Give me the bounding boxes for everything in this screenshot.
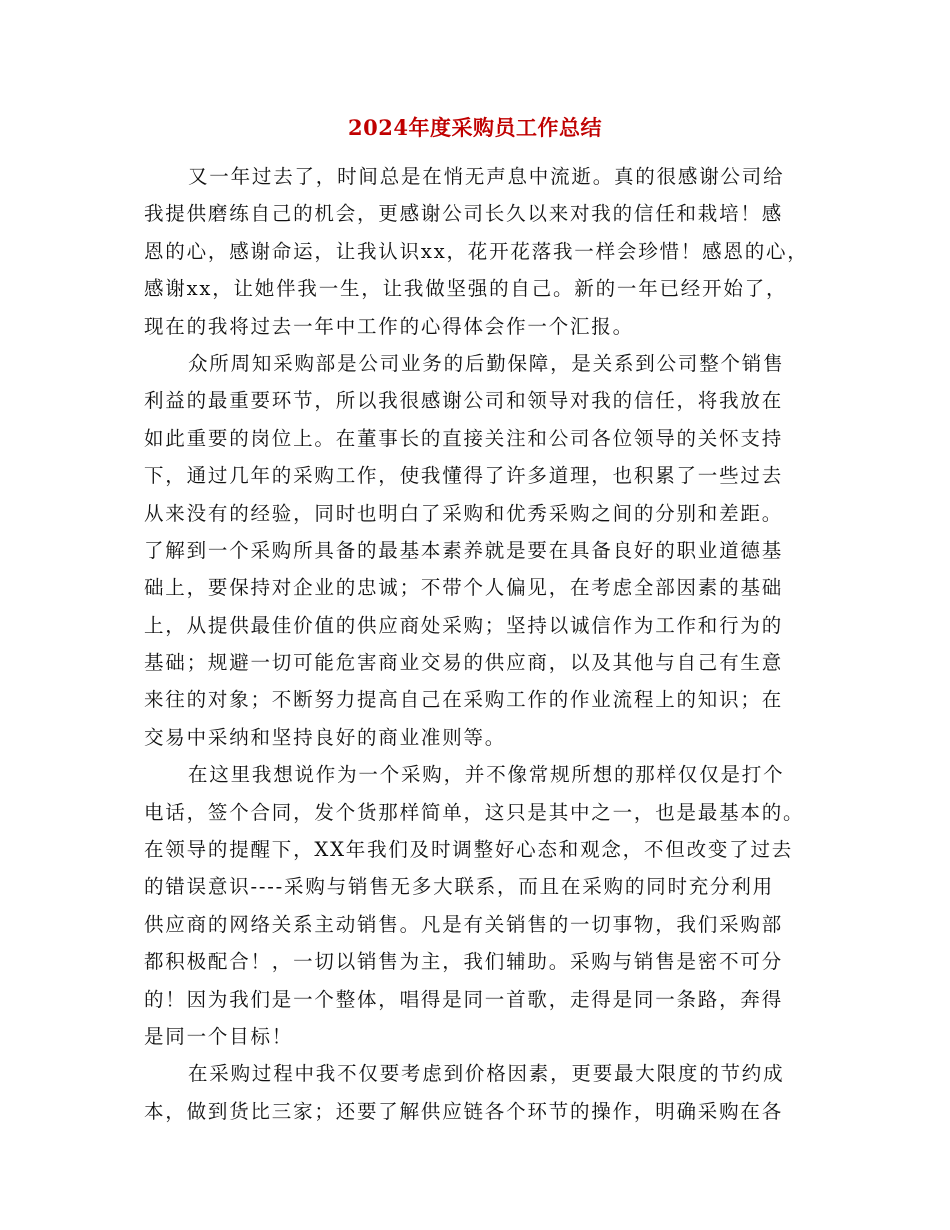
body-text-line: 在这里我想说作为一个采购，并不像常规所想的那样仅仅是打个 — [188, 763, 785, 787]
body-text-line: 下，通过几年的采购工作，使我懂得了许多道理，也积累了一些过去 — [144, 464, 784, 488]
body-text-line: 恩的心，感谢命运，让我认识xx，花开花落我一样会珍惜！感恩的心， — [144, 239, 809, 263]
body-text-line: 在领导的提醒下，XX年我们及时调整好心态和观念，不但改变了过去 — [144, 838, 794, 862]
body-text-line: 供应商的网络关系主动销售。凡是有关销售的一切事物，我们采购部 — [144, 912, 784, 936]
body-text-line: 是同一个目标！ — [144, 1024, 294, 1048]
body-text-line: 都积极配合！，一切以销售为主，我们辅助。采购与销售是密不可分 — [144, 950, 784, 974]
body-text-line: 的错误意识----采购与销售无多大联系，而且在采购的同时充分利用 — [144, 875, 774, 899]
body-text-line: 又一年过去了，时间总是在悄无声息中流逝。真的很感谢公司给 — [188, 165, 785, 188]
body-text-line: 础上，要保持对企业的忠诚；不带个人偏见，在考虑全部因素的基础 — [144, 576, 784, 600]
body-text-line: 感谢xx，让她伴我一生，让我做坚强的自己。新的一年已经开始了， — [144, 277, 788, 301]
body-text-line: 在采购过程中我不仅要考虑到价格因素，更要最大限度的节约成 — [188, 1062, 785, 1086]
body-text-line: 现在的我将过去一年中工作的心得体会作一个汇报。 — [144, 314, 634, 338]
body-text-line: 本，做到货比三家；还要了解供应链各个环节的操作，明确采购在各 — [144, 1099, 784, 1123]
body-text-line: 的！因为我们是一个整体，唱得是同一首歌，走得是同一条路，奔得 — [144, 987, 784, 1011]
body-text-line: 了解到一个采购所具备的最基本素养就是要在具备良好的职业道德基 — [144, 538, 784, 562]
body-text-line: 基础；规避一切可能危害商业交易的供应商，以及其他与自己有生意 — [144, 651, 784, 675]
body-text-line: 上，从提供最佳价值的供应商处采购；坚持以诚信作为工作和行为的 — [144, 613, 784, 637]
body-text-line: 交易中采纳和坚持良好的商业准则等。 — [144, 725, 507, 749]
document-body — [144, 158, 810, 1130]
body-text-line: 来往的对象；不断努力提高自己在采购工作的作业流程上的知识；在 — [144, 688, 784, 712]
body-text-line: 电话，签个合同，发个货那样简单，这只是其中之一，也是最基本的。 — [144, 800, 805, 824]
body-text-line: 众所周知采购部是公司业务的后勤保障，是关系到公司整个销售 — [188, 351, 785, 375]
body-text-line: 如此重要的岗位上。在董事长的直接关注和公司各位领导的关怀支持 — [144, 426, 784, 450]
body-text-line: 从来没有的经验，同时也明白了采购和优秀采购之间的分别和差距。 — [144, 501, 784, 525]
document-title: 2024年度采购员工作总结 — [348, 115, 602, 140]
body-text-line: 我提供磨练自己的机会，更感谢公司长久以来对我的信任和栽培！感 — [144, 202, 784, 226]
body-text-line: 利益的最重要环节，所以我很感谢公司和领导对我的信任，将我放在 — [144, 389, 784, 413]
